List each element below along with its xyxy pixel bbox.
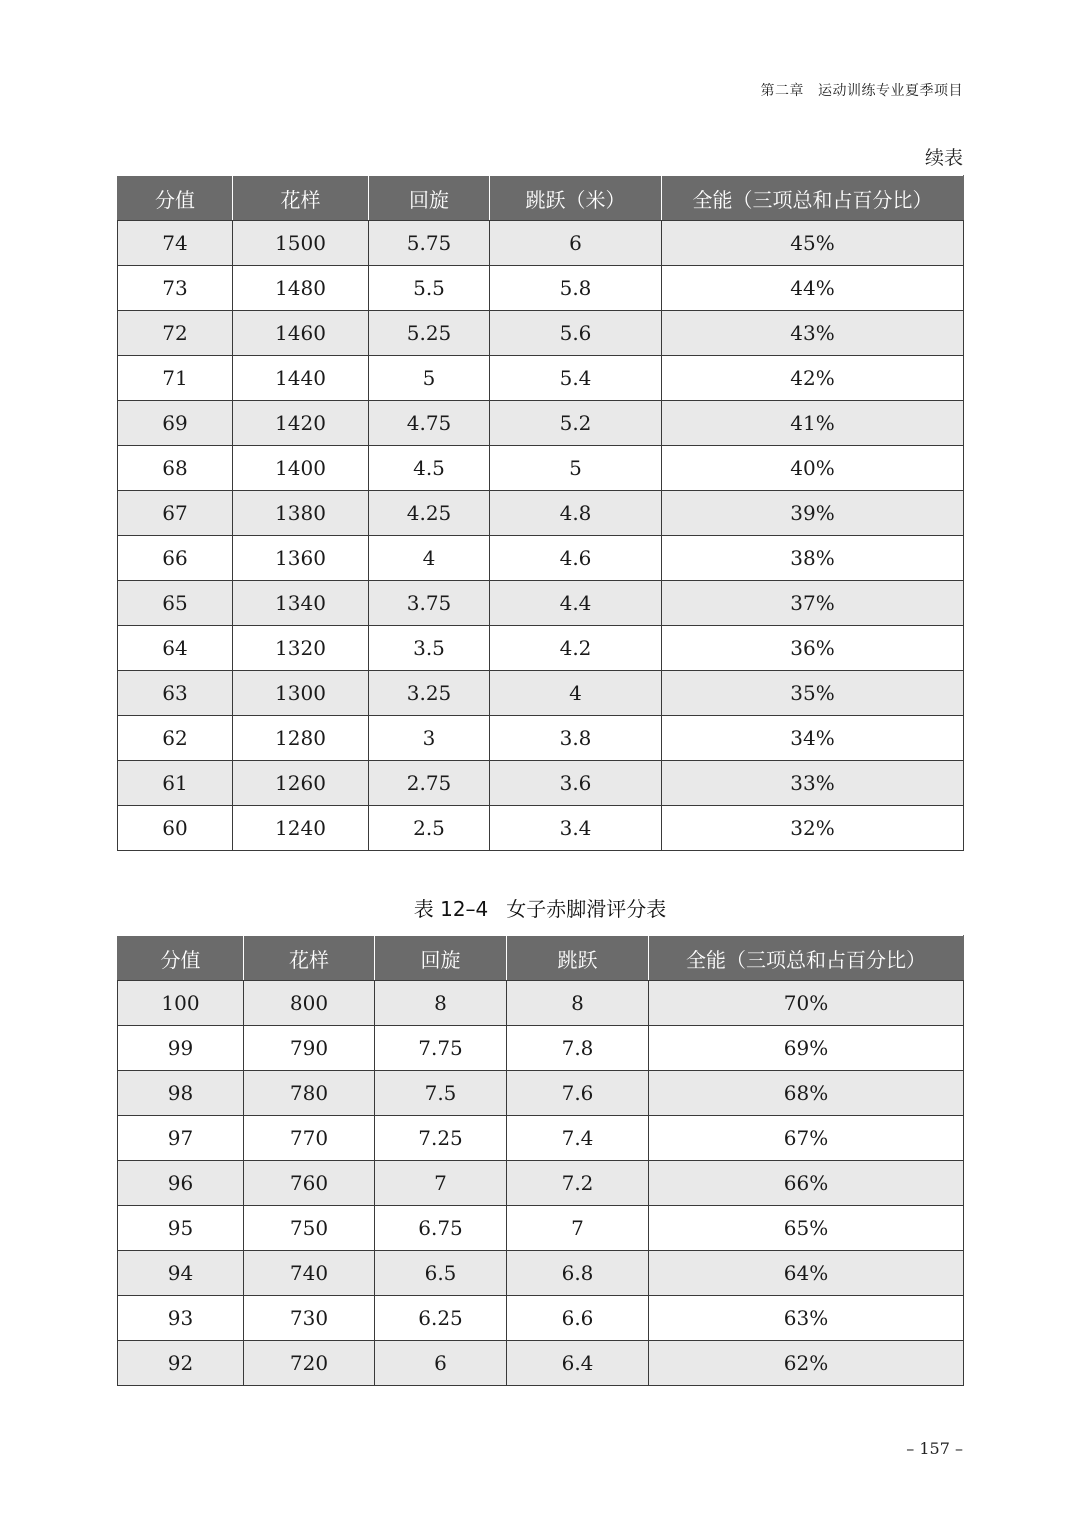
table-cell: 39% — [662, 491, 964, 536]
table-cell: 740 — [244, 1251, 375, 1296]
table-header-row — [118, 936, 964, 981]
table-cell: 65% — [649, 1206, 964, 1251]
table-cell: 3.75 — [369, 581, 490, 626]
table-cell: 69% — [649, 1026, 964, 1071]
table-row — [118, 761, 964, 806]
table-cell: 2.75 — [369, 761, 490, 806]
table-cell: 73 — [118, 266, 233, 311]
table-cell: 6.75 — [375, 1206, 507, 1251]
score-table-women-barefoot — [117, 935, 964, 1386]
table-row — [118, 981, 964, 1026]
table-cell: 5.5 — [369, 266, 490, 311]
table-cell: 3.6 — [490, 761, 662, 806]
table-cell: 71 — [118, 356, 233, 401]
table-cell: 93 — [118, 1296, 244, 1341]
score-table-continued — [117, 175, 964, 851]
table-cell: 96 — [118, 1161, 244, 1206]
table-cell: 67% — [649, 1116, 964, 1161]
page-number: – 157 – — [906, 1439, 963, 1458]
table-row — [118, 491, 964, 536]
table-cell: 5.75 — [369, 221, 490, 266]
table-row — [118, 1116, 964, 1161]
table-cell: 4.4 — [490, 581, 662, 626]
table-cell: 99 — [118, 1026, 244, 1071]
table-cell: 800 — [244, 981, 375, 1026]
column-header: 跳跃（米） — [490, 176, 662, 221]
table-cell: 1380 — [233, 491, 369, 536]
table-cell: 6.5 — [375, 1251, 507, 1296]
table-cell: 4.6 — [490, 536, 662, 581]
table-cell: 1400 — [233, 446, 369, 491]
table-cell: 4.8 — [490, 491, 662, 536]
table-cell: 5.4 — [490, 356, 662, 401]
table-cell: 3 — [369, 716, 490, 761]
column-header: 回旋 — [375, 936, 507, 981]
section-label: 运动训练专业夏季项目 — [818, 83, 963, 99]
table-cell: 7.5 — [375, 1071, 507, 1116]
table-cell: 70% — [649, 981, 964, 1026]
table-cell: 4.2 — [490, 626, 662, 671]
table-row — [118, 581, 964, 626]
table-row — [118, 1341, 964, 1386]
table-cell: 6 — [375, 1341, 507, 1386]
table-row — [118, 1296, 964, 1341]
table-cell: 4.75 — [369, 401, 490, 446]
table-row — [118, 806, 964, 851]
column-header: 花样 — [244, 936, 375, 981]
table-cell: 40% — [662, 446, 964, 491]
column-header: 全能（三项总和占百分比） — [662, 176, 964, 221]
table-cell: 94 — [118, 1251, 244, 1296]
chapter-label: 第二章 — [760, 83, 804, 99]
table-cell: 7 — [507, 1206, 649, 1251]
table-row — [118, 1251, 964, 1296]
table-cell: 4 — [490, 671, 662, 716]
column-header: 全能（三项总和占百分比） — [649, 936, 964, 981]
table-row — [118, 266, 964, 311]
table-cell: 7.25 — [375, 1116, 507, 1161]
table-cell: 1300 — [233, 671, 369, 716]
table-cell: 5.25 — [369, 311, 490, 356]
table-caption-title: 女子赤脚滑评分表 — [506, 897, 667, 921]
table-cell: 7.8 — [507, 1026, 649, 1071]
table-cell: 74 — [118, 221, 233, 266]
table-cell: 3.5 — [369, 626, 490, 671]
table-cell: 3.8 — [490, 716, 662, 761]
table-cell: 6.6 — [507, 1296, 649, 1341]
table-cell: 41% — [662, 401, 964, 446]
table-cell: 1420 — [233, 401, 369, 446]
table-row — [118, 311, 964, 356]
table-header-row — [118, 176, 964, 221]
table-cell: 65 — [118, 581, 233, 626]
table-cell: 35% — [662, 671, 964, 716]
table-cell: 4.5 — [369, 446, 490, 491]
column-header: 跳跃 — [507, 936, 649, 981]
table-cell: 1460 — [233, 311, 369, 356]
table-cell: 33% — [662, 761, 964, 806]
table-cell: 68% — [649, 1071, 964, 1116]
table-cell: 45% — [662, 221, 964, 266]
table-row — [118, 401, 964, 446]
table-cell: 69 — [118, 401, 233, 446]
table-cell: 5 — [369, 356, 490, 401]
running-header — [761, 80, 964, 100]
table-cell: 6.25 — [375, 1296, 507, 1341]
table-caption-number: 表 12–4 — [413, 897, 489, 921]
table-cell: 68 — [118, 446, 233, 491]
table-cell: 60 — [118, 806, 233, 851]
table-cell: 8 — [507, 981, 649, 1026]
table-cell: 2.5 — [369, 806, 490, 851]
table-cell: 770 — [244, 1116, 375, 1161]
table-cell: 61 — [118, 761, 233, 806]
table-cell: 7.2 — [507, 1161, 649, 1206]
table-cell: 5 — [490, 446, 662, 491]
table-cell: 42% — [662, 356, 964, 401]
table-cell: 97 — [118, 1116, 244, 1161]
table-row — [118, 536, 964, 581]
table-cell: 98 — [118, 1071, 244, 1116]
table-row — [118, 1026, 964, 1071]
table-cell: 37% — [662, 581, 964, 626]
table-row — [118, 1071, 964, 1116]
table-cell: 790 — [244, 1026, 375, 1071]
table-cell: 4.25 — [369, 491, 490, 536]
table-cell: 1260 — [233, 761, 369, 806]
table-cell: 6 — [490, 221, 662, 266]
table-cell: 92 — [118, 1341, 244, 1386]
table-cell: 5.2 — [490, 401, 662, 446]
table-cell: 62% — [649, 1341, 964, 1386]
table-row — [118, 626, 964, 671]
table-cell: 64 — [118, 626, 233, 671]
table-cell: 7 — [375, 1161, 507, 1206]
table-cell: 34% — [662, 716, 964, 761]
column-header: 回旋 — [369, 176, 490, 221]
table-cell: 7.75 — [375, 1026, 507, 1071]
table-cell: 63 — [118, 671, 233, 716]
table-cell: 66% — [649, 1161, 964, 1206]
table-cell: 6.8 — [507, 1251, 649, 1296]
table-cell: 67 — [118, 491, 233, 536]
table-cell: 1480 — [233, 266, 369, 311]
table-cell: 66 — [118, 536, 233, 581]
table-cell: 3.4 — [490, 806, 662, 851]
table-cell: 63% — [649, 1296, 964, 1341]
table-cell: 38% — [662, 536, 964, 581]
table-cell: 64% — [649, 1251, 964, 1296]
table-cell: 1500 — [233, 221, 369, 266]
table-cell: 5.8 — [490, 266, 662, 311]
continued-label: 续表 — [924, 147, 963, 169]
table-row — [118, 716, 964, 761]
table-cell: 750 — [244, 1206, 375, 1251]
table-row — [118, 671, 964, 716]
column-header: 分值 — [118, 936, 244, 981]
table-cell: 780 — [244, 1071, 375, 1116]
table-row — [118, 1206, 964, 1251]
table-cell: 1240 — [233, 806, 369, 851]
table-cell: 95 — [118, 1206, 244, 1251]
column-header: 分值 — [118, 176, 233, 221]
table-cell: 760 — [244, 1161, 375, 1206]
table-cell: 720 — [244, 1341, 375, 1386]
table-cell: 6.4 — [507, 1341, 649, 1386]
table-cell: 7.6 — [507, 1071, 649, 1116]
table-cell: 1320 — [233, 626, 369, 671]
table-cell: 730 — [244, 1296, 375, 1341]
table-cell: 1440 — [233, 356, 369, 401]
table-cell: 1280 — [233, 716, 369, 761]
table-cell: 1340 — [233, 581, 369, 626]
table-cell: 7.4 — [507, 1116, 649, 1161]
table-cell: 44% — [662, 266, 964, 311]
table-cell: 72 — [118, 311, 233, 356]
table-cell: 3.25 — [369, 671, 490, 716]
table-row — [118, 356, 964, 401]
table-cell: 36% — [662, 626, 964, 671]
table-cell: 62 — [118, 716, 233, 761]
table-cell: 43% — [662, 311, 964, 356]
table-cell: 5.6 — [490, 311, 662, 356]
table-cell: 4 — [369, 536, 490, 581]
table-cell: 100 — [118, 981, 244, 1026]
table-caption — [0, 893, 1080, 922]
table-row — [118, 446, 964, 491]
table-cell: 1360 — [233, 536, 369, 581]
table-cell: 32% — [662, 806, 964, 851]
column-header: 花样 — [233, 176, 369, 221]
table-cell: 8 — [375, 981, 507, 1026]
table-row — [118, 1161, 964, 1206]
table-row — [118, 221, 964, 266]
